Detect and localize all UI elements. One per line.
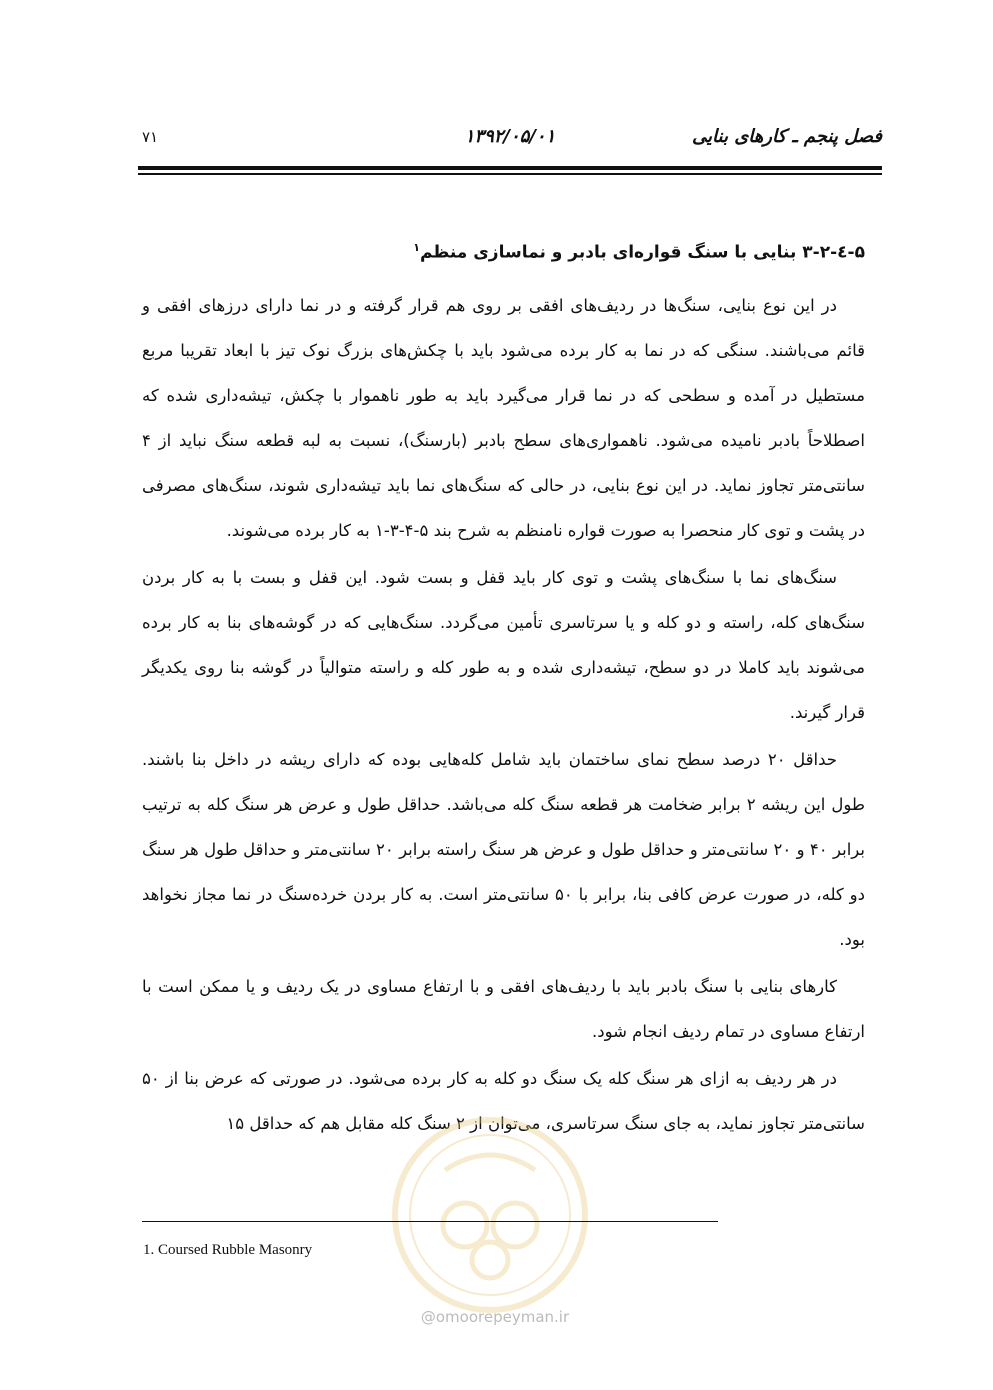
paragraph-2: سنگ‌های نما با سنگ‌های پشت و توی کار باید قفل و بست شود. این قفل و بست با به کار بردن سنگ‌های کله، راسته و دو کله و یا سرتاسری تأمین می‌گردد. سنگ‌هایی که در گوشه‌های بنا به کار برده می‌شوند باید کاملا در دو سطح، تیشه‌داری شده و به طور کله و راسته متوالیاً در گوشه بنا روی یکدیگر قرار گیرند.: [142, 567, 865, 722]
header-rule-thin: [138, 173, 882, 175]
paragraph-4: کارهای بنایی با سنگ بادبر باید با ردیف‌های افقی و با ارتفاع مساوی در یک ردیف و یا ممکن است با ارتفاع مساوی در تمام ردیف انجام شود.: [142, 976, 865, 1041]
watermark-logo: [385, 1110, 595, 1320]
paragraph-3: حداقل ۲۰ درصد سطح نمای ساختمان باید شامل کله‌هایی بوده که دارای ریشه در داخل بنا باشند. طول این ریشه ۲ برابر ضخامت هر قطعه سنگ کله می‌باشد. حداقل طول و عرض هر سنگ کله به ترتیب برابر ۴۰ و ۲۰ سانتی‌متر و حداقل طول و عرض هر سنگ راسته برابر ۲۰ سانتی‌متر و حداقل طول هر سنگ دو کله، در صورت عرض کافی بنا، برابر با ۵۰ سانتی‌متر است. به کار بردن خرده‌سنگ در نما مجاز نخواهد بود.: [142, 749, 865, 949]
page-number: ۷۱: [142, 128, 159, 146]
watermark-text: @omoorepeyman.ir: [420, 1308, 570, 1326]
page-header: [138, 126, 882, 156]
footnote-rule: [142, 1221, 718, 1222]
header-date: ۱۳۹۲/۰۵/۰۱: [464, 126, 556, 147]
paragraph-5: در هر ردیف به ازای هر سنگ کله یک سنگ دو کله به کار برده می‌شود. در صورتی که عرض بنا از ۵۰ سانتی‌متر تجاوز نماید، به جای سنگ سرتاسری، می‌توان از ۲ سنگ کله مقابل هم که حداقل ۱۵: [142, 1068, 865, 1133]
main-content: [142, 232, 865, 1148]
section-heading: [142, 232, 865, 269]
chapter-title: فصل پنجم ـ کارهای بنایی: [692, 126, 882, 147]
paragraph-1: در این نوع بنایی، سنگ‌ها در ردیف‌های افقی بر روی هم قرار گرفته و در نما دارای درزهای افقی و قائم می‌باشند. سنگی که در نما به کار برده می‌شود باید با چکش‌های بزرگ نوک تیز با ابعاد تقریبا مربع مستطیل در آمده و سطحی که در نما قرار می‌گیرد باید به طور ناهموار با چکش، تیشه‌داری شده که اصطلاحاً بادبر نامیده می‌شود. ناهمواری‌های سطح بادبر (بارسنگ)، نسبت به لبه قطعه سنگ نباید از ۴ سانتی‌متر تجاوز نماید. در این نوع بنایی، در حالی که سنگ‌های نما باید تیشه‌داری شوند، سنگ‌های مصرفی در پشت و توی کار منحصرا به صورت قواره نامنظم به شرح بند ۵-۴-۳-۱ به کار برده می‌شوند.: [142, 295, 865, 540]
header-rule-thick: [138, 166, 882, 170]
section-heading-text: ۵-٤-۳-۲ بنایی با سنگ قواره‌ای بادبر و نماسازی منظم: [419, 242, 865, 263]
footnote: 1. Coursed Rubble Masonry: [143, 1242, 313, 1258]
footnote-marker: ۱: [413, 241, 420, 254]
